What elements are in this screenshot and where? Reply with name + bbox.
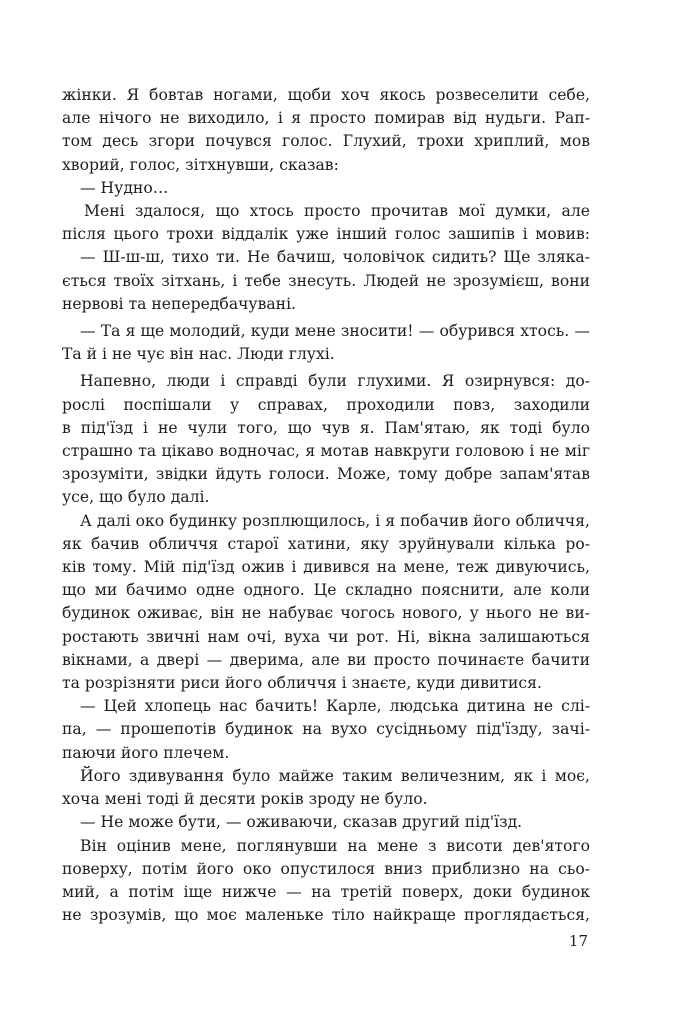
text-line: зрозуміти, звідки йдуть голоси. Може, тому добре запам'ятав [62,465,590,484]
text-line: паючи його плечем. [62,743,230,762]
text-line: поверху, потім його око опустилося вниз приблизно на сьо- [62,859,590,878]
text-line: не зрозумів, що моє маленьке тіло найкраще проглядається, [62,906,590,925]
text-line: нервові та непередбачувані. [62,294,297,313]
text-line: — Та я ще молодий, куди мене зносити! — обурився хтось. — [80,322,590,341]
text-line: — Ш-ш-ш, тихо ти. Не бачиш, чоловічок сидить? Ще зляка- [80,248,590,267]
text-line: А далі око будинку розплющилось, і я побачив його обличчя, [80,511,590,530]
body-text [62,84,590,927]
text-line: Мені здалося, що хтось просто прочитав мої думки, але [84,202,590,221]
text-line: Його здивування було майже таким величезним, як і моє, [80,766,590,785]
text-line: вікнами, а двері — дверима, але ви просто починаєте бачити [62,650,590,669]
text-line: але нічого не виходило, і я просто помирав від нудьги. Рап- [62,109,590,128]
text-line: як бачив обличчя старої хатини, яку зруйнували кілька ро- [62,534,590,553]
text-line: мий, а потім іще нижче — на третій поверх, доки будинок [62,882,590,901]
text-line: хворий, голос, зітхнувши, сказав: [62,155,339,174]
text-line: том десь згори почувся голос. Глухий, трохи хриплий, мов [62,132,590,151]
text-line: в під'їзд і не чули того, що чув я. Пам'ятаю, як тоді було [62,418,590,437]
text-line: усе, що було далі. [62,488,210,507]
text-line: після цього трохи віддалік уже інший голос зашипів і мовив: [62,225,590,244]
text-line: будинок оживає, він не набуває чогось нового, у нього не ви- [62,604,590,623]
text-line: ростають звичні нам очі, вуха чи рот. Ні, вікна залишаються [62,627,590,646]
text-line: — Нудно… [80,178,169,197]
text-line: па, — прошепотів будинок на вухо сусідньому під'їзду, зачі- [62,720,590,739]
text-line: Та й і не чує він нас. Люди глухі. [62,345,335,364]
text-line: хоча мені тоді й десяти років зроду не було. [62,790,428,809]
text-line: жінки. Я бовтав ногами, щоби хоч якось розвеселити себе, [62,86,590,104]
text-line: — Не може бути, — оживаючи, сказав другий під'їзд. [80,813,523,832]
text-line: Напевно, люди і справді були глухими. Я озирнувся: до- [80,372,590,391]
page-number: 17 [568,932,588,950]
text-line: ється твоїх зітхань, і тебе знесуть. Людей не зрозумієш, вони [62,271,590,290]
text-line: Він оцінив мене, поглянувши на мене з висоти дев'ятого [80,836,590,855]
text-line: страшно та цікаво водночас, я мотав навкруги головою і не міг [62,442,590,461]
text-line: що ми бачимо одне одного. Це складно пояснити, але коли [62,581,590,600]
text-line: рослі поспішали у справах, проходили повз, заходили [62,395,590,414]
text-line: — Цей хлопець нас бачить! Карле, людська дитина не слі- [80,697,590,716]
text-line: та розрізняти риси його обличчя і знаєте, куди дивитися. [62,674,542,693]
text-line: ків тому. Мій під'їзд ожив і дивився на мене, теж дивуючись, [62,558,590,577]
